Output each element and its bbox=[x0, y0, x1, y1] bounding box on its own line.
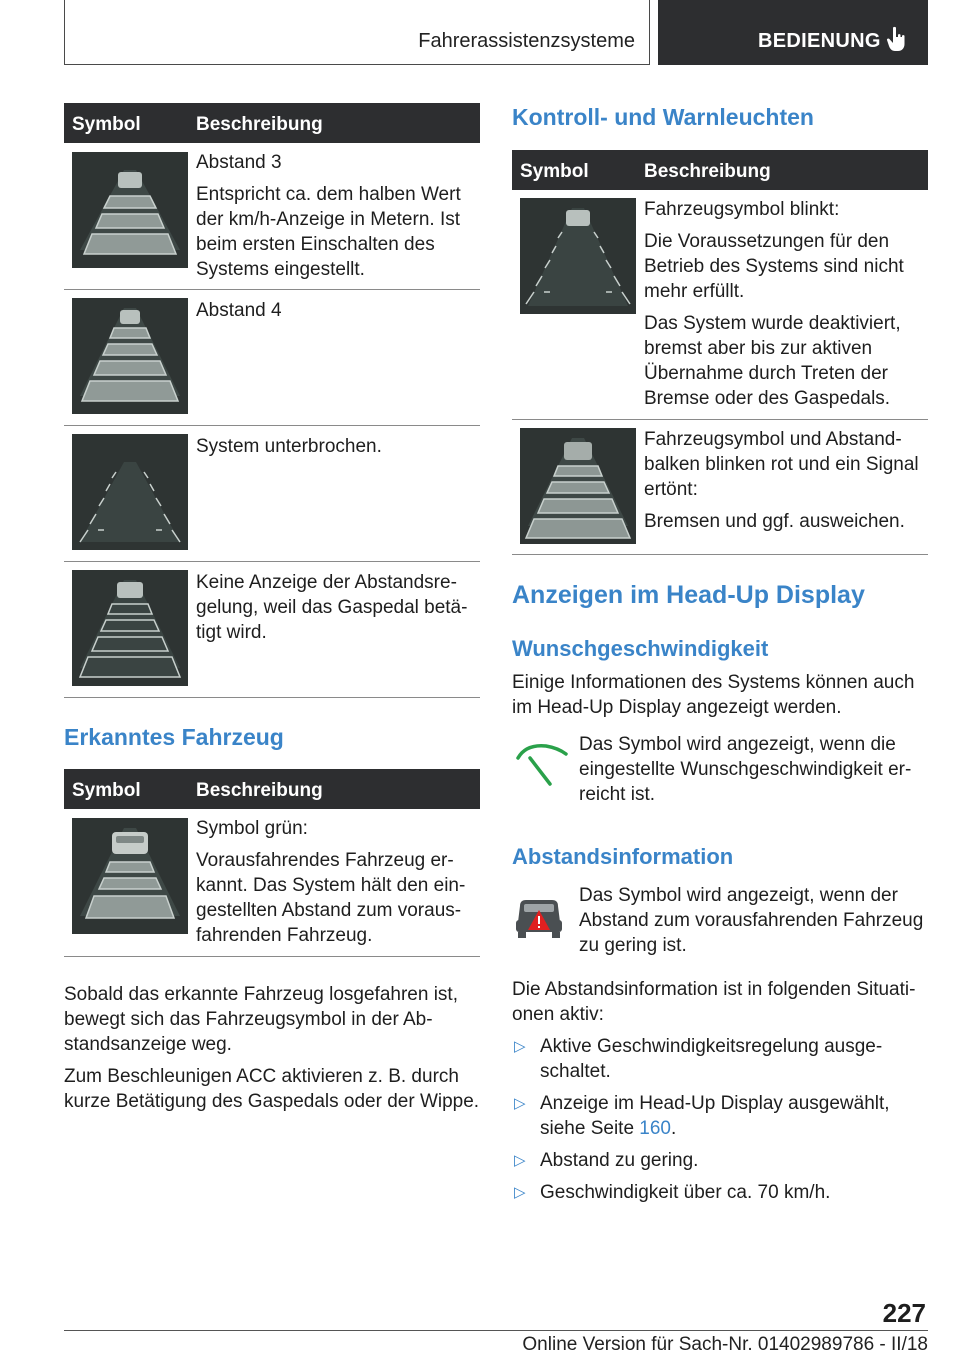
control-lights-table-header bbox=[512, 150, 928, 190]
row-divider bbox=[64, 561, 480, 562]
distance-4-title: Abstand 4 bbox=[196, 300, 282, 321]
list-item: ▷ Abstand zu gering. bbox=[514, 1150, 699, 1171]
hud-intro: Einige Informationen des Systems können auch im Head-Up Display angezeigt werden. bbox=[512, 672, 915, 718]
triangle-bullet-icon: ▷ bbox=[514, 1038, 526, 1055]
red-blinking-text: Bremsen und ggf. ausweichen. bbox=[644, 511, 905, 532]
list-item: ▷ Aktive Geschwindigkeitsregelung ausge-schaltet. bbox=[514, 1036, 883, 1082]
triangle-bullet-icon: ▷ bbox=[514, 1184, 526, 1201]
footer-rule bbox=[64, 1330, 928, 1331]
distance-3-text: Entspricht ca. dem halben Wert der km/h-Anzeige in Metern. Ist beim ersten Einschalten des Systems eingestellt. bbox=[196, 184, 461, 280]
col-symbol: Symbol bbox=[72, 114, 141, 135]
triangle-bullet-icon: ▷ bbox=[514, 1095, 526, 1112]
col-symbol: Symbol bbox=[520, 161, 589, 182]
red-blinking-symbol bbox=[520, 428, 636, 544]
hud-heading: Anzeigen im Head-Up Display bbox=[512, 581, 865, 609]
control-lights-heading: Kontroll- und Warnleuchten bbox=[512, 104, 814, 130]
blinking-vehicle-symbol bbox=[520, 198, 636, 314]
no-display-description bbox=[196, 570, 476, 652]
system-interrupted-description bbox=[196, 434, 476, 466]
col-description: Beschreibung bbox=[644, 161, 771, 182]
triangle-bullet-icon: ▷ bbox=[514, 1152, 526, 1169]
set-speed-needle-icon bbox=[516, 740, 568, 791]
system-interrupted-text: System unterbrochen. bbox=[196, 436, 382, 457]
distance-info-bullets bbox=[512, 1034, 928, 1212]
col-symbol: Symbol bbox=[72, 780, 141, 801]
row-divider bbox=[64, 289, 480, 290]
left-paragraph-1: Sobald das erkannte Fahrzeug losgefahren ist, bewegt sich das Fahrzeugsymbol in der Ab-standsanzeige weg. bbox=[64, 984, 458, 1055]
set-speed-icon-text: Das Symbol wird angezeigt, wenn die eingestellte Wunschgeschwindigkeit er-reicht ist. bbox=[579, 734, 912, 805]
row-divider bbox=[64, 956, 480, 957]
page-link[interactable]: 160 bbox=[639, 1118, 671, 1139]
distance-info-heading: Abstandsinformation bbox=[512, 844, 734, 869]
set-speed-heading: Wunschgeschwindigkeit bbox=[512, 636, 769, 661]
row-divider bbox=[512, 419, 928, 420]
distance-3-symbol bbox=[72, 152, 188, 268]
blinking-vehicle-text-1: Die Voraussetzungen für den Betrieb des Systems sind nicht mehr erfüllt. bbox=[644, 231, 904, 302]
recognized-vehicle-text: Vorausfahrendes Fahrzeug er-kannt. Das System hält den ein-gestellten Abstand zum voraus-fahrenden Fahrzeug. bbox=[196, 850, 466, 946]
list-item: ▷ Anzeige im Head-Up Display ausgewählt, siehe Seite 160. bbox=[514, 1093, 890, 1139]
col-description: Beschreibung bbox=[196, 114, 323, 135]
system-interrupted-symbol bbox=[72, 434, 188, 550]
distance-info-intro: Die Abstandsinformation ist in folgenden Situati-onen aktiv: bbox=[512, 979, 916, 1025]
blinking-vehicle-text-2: Das System wurde deaktiviert, bremst aber bis zur aktiven Übernahme durch Treten der Bremse oder des Gaspedals. bbox=[644, 313, 901, 409]
footer-version-text: Online Version für Sach-Nr. 01402989786 - II/18 bbox=[522, 1334, 928, 1355]
page-number: 227 bbox=[882, 1298, 926, 1328]
chapter-title: BEDIENUNG bbox=[758, 30, 881, 52]
left-paragraph-2: Zum Beschleunigen ACC aktivieren z. B. durch kurze Betätigung des Gaspedals oder der Wippe. bbox=[64, 1066, 480, 1112]
red-blinking-title: Fahrzeugsymbol und Abstand-balken blinken rot und ein Signal ertönt: bbox=[644, 429, 919, 500]
header-section-box bbox=[64, 0, 650, 65]
recognized-vehicle-symbol bbox=[72, 818, 188, 934]
distance-warning-car-icon bbox=[514, 892, 564, 945]
recognized-vehicle-table-header bbox=[64, 769, 480, 809]
row-divider bbox=[64, 425, 480, 426]
no-display-text: Keine Anzeige der Abstandsre-gelung, weil das Gaspedal betä-tigt wird. bbox=[196, 572, 468, 643]
distance-table-header bbox=[64, 103, 480, 143]
col-description: Beschreibung bbox=[196, 780, 323, 801]
header-chapter-box bbox=[658, 0, 928, 65]
blinking-vehicle-title: Fahrzeugsymbol blinkt: bbox=[644, 199, 840, 220]
distance-4-symbol bbox=[72, 298, 188, 414]
section-title: Fahrerassistenzsysteme bbox=[418, 30, 635, 52]
blinking-vehicle-description bbox=[644, 197, 928, 418]
red-blinking-description bbox=[644, 427, 928, 541]
recognized-vehicle-heading: Erkanntes Fahrzeug bbox=[64, 724, 284, 750]
recognized-vehicle-title: Symbol grün: bbox=[196, 818, 308, 839]
distance-3-title: Abstand 3 bbox=[196, 152, 282, 173]
row-divider bbox=[512, 554, 928, 555]
distance-3-description bbox=[196, 150, 476, 289]
recognized-vehicle-description bbox=[196, 816, 476, 955]
distance-4-description bbox=[196, 298, 476, 330]
list-item: ▷ Geschwindigkeit über ca. 70 km/h. bbox=[514, 1182, 831, 1203]
pointing-hand-icon bbox=[886, 26, 908, 52]
distance-icon-text: Das Symbol wird angezeigt, wenn der Abstand zum vorausfahrenden Fahrzeug zu gering ist. bbox=[579, 885, 924, 956]
row-divider bbox=[64, 697, 480, 698]
no-display-symbol bbox=[72, 570, 188, 686]
